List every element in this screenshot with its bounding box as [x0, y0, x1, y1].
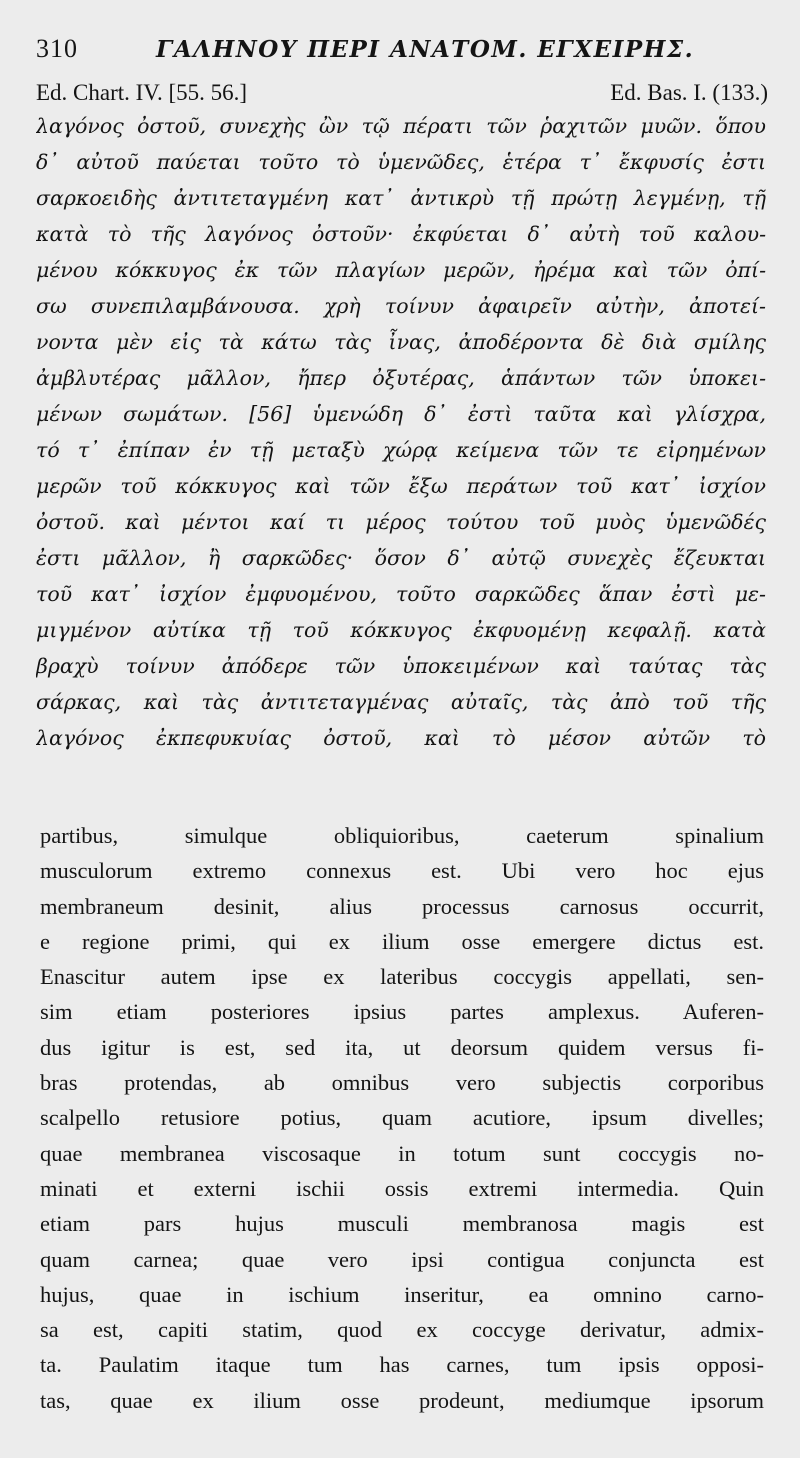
page-number: 310: [36, 34, 78, 63]
latin-text-line: sa est, capiti statim, quod ex coccyge derivatur, admix-: [40, 1317, 764, 1343]
greek-text-line: σω συνεπιλαμβάνουσα. χρὴ τοίνυν ἀφαιρεῖν αὐτὴν, ἀποτεί-: [36, 294, 766, 318]
greek-text-line: μιγμένον αὐτίκα τῇ τοῦ κόκκυγος ἐκφυομένῃ κεφαλῇ. κατὰ: [36, 618, 766, 642]
greek-text-line: κατὰ τὸ τῆς λαγόνος ὀστοῦν· ἐκφύεται δ᾽ αὐτὴ τοῦ καλου-: [36, 222, 766, 246]
greek-text-line: μένου κόκκυγος ἐκ τῶν πλαγίων μερῶν, ἠρέμα καὶ τῶν ὀπί-: [36, 258, 766, 282]
greek-text-line: τοῦ κατ᾽ ἰσχίον ἐμφυομένου, τοῦτο σαρκῶδες ἅπαν ἐστὶ με-: [36, 582, 766, 606]
greek-text-line: ὀστοῦ. καὶ μέντοι καί τι μέρος τούτου τοῦ μυὸς ὑμενῶδές: [36, 510, 766, 534]
latin-text-line: quae membranea viscosaque in totum sunt coccygis no-: [40, 1140, 764, 1166]
latin-text-line: membraneum desinit, alius processus carnosus occurrit,: [40, 893, 764, 919]
greek-text-line: μένων σωμάτων. [56] ὑμενώδη δ᾽ ἐστὶ ταῦτα καὶ γλίσχρα,: [36, 402, 766, 426]
greek-text-line: σάρκας, καὶ τὰς ἀντιτεταγμένας αὐταῖς, τὰς ἀπὸ τοῦ τῆς: [36, 690, 766, 714]
latin-text-line: dus igitur is est, sed ita, ut deorsum quidem versus fi-: [40, 1034, 764, 1060]
latin-text-line: musculorum extremo connexus est. Ubi vero hoc ejus: [40, 858, 764, 884]
greek-text-line: ἀμβλυτέρας μᾶλλον, ἤπερ ὀξυτέρας, ἁπάντων τῶν ὑποκει-: [36, 366, 766, 390]
latin-text-line: e regione primi, qui ex ilium osse emergere dictus est.: [40, 928, 764, 954]
greek-text-line: σαρκοειδὴς ἀντιτεταγμένη κατ᾽ ἀντικρὺ τῇ πρώτῃ λεγμένῃ, τῇ: [36, 186, 766, 210]
running-title: ΓΑΛΗΝΟΥ ΠΕΡΙ ΑΝΑΤΟΜ. ΕΓΧΕΙΡΗΣ.: [156, 36, 695, 63]
greek-text-line: δ᾽ αὐτοῦ παύεται τοῦτο τὸ ὑμενῶδες, ἑτέρα τ᾽ ἔκφυσίς ἐστι: [36, 150, 766, 174]
latin-text-line: quam carnea; quae vero ipsi contigua conjuncta est: [40, 1246, 764, 1272]
latin-text-line: scalpello retusiore potius, quam acutiore, ipsum divelles;: [40, 1105, 764, 1131]
greek-text-line: νοντα μὲν εἰς τὰ κάτω τὰς ἶνας, ἀποδέροντα δὲ διὰ σμίλης: [36, 330, 766, 354]
greek-text-line: βραχὺ τοίνυν ἀπόδερε τῶν ὑποκειμένων καὶ ταύτας τὰς: [36, 654, 766, 678]
latin-text-line: etiam pars hujus musculi membranosa magis est: [40, 1211, 764, 1237]
edition-references: [36, 80, 768, 108]
latin-text-line: bras protendas, ab omnibus vero subjectis corporibus: [40, 1070, 764, 1096]
running-head: [36, 34, 770, 68]
greek-text-line: λαγόνος ὀστοῦ, συνεχὴς ὢν τῷ πέρατι τῶν ῥαχιτῶν μυῶν. ὅπου: [36, 114, 766, 138]
latin-text-line: minati et externi ischii ossis extremi intermedia. Quin: [40, 1175, 764, 1201]
latin-translation-block: [40, 818, 764, 1418]
greek-text-line: μερῶν τοῦ κόκκυγος καὶ τῶν ἔξω περάτων τοῦ κατ᾽ ἰσχίον: [36, 474, 766, 498]
latin-text-line: sim etiam posteriores ipsius partes amplexus. Auferen-: [40, 999, 764, 1025]
latin-text-line: hujus, quae in ischium inseritur, ea omnino carno-: [40, 1281, 764, 1307]
latin-text-line: Enascitur autem ipse ex lateribus coccygis appellati, sen-: [40, 964, 764, 990]
latin-text-line: partibus, simulque obliquioribus, caeterum spinalium: [40, 823, 764, 848]
greek-text-line: λαγόνος ἐκπεφυκυίας ὀστοῦ, καὶ τὸ μέσον αὐτῶν τὸ: [36, 726, 766, 750]
edition-basel-reference: Ed. Bas. I. (133.): [610, 80, 768, 105]
greek-text-line: ἐστι μᾶλλον, ἢ σαρκῶδες· ὅσον δ᾽ αὐτῷ συνεχὲς ἔζευκται: [36, 546, 766, 570]
greek-text-line: τό τ᾽ ἐπίπαν ἐν τῇ μεταξὺ χώρᾳ κείμενα τῶν τε εἰρημένων: [36, 438, 766, 462]
latin-text-line: tas, quae ex ilium osse prodeunt, mediumque ipsorum: [40, 1387, 764, 1413]
latin-text-line: ta. Paulatim itaque tum has carnes, tum ipsis opposi-: [40, 1352, 764, 1378]
greek-text-block: [36, 108, 766, 756]
edition-chartier-reference: Ed. Chart. IV. [55. 56.]: [36, 80, 248, 105]
